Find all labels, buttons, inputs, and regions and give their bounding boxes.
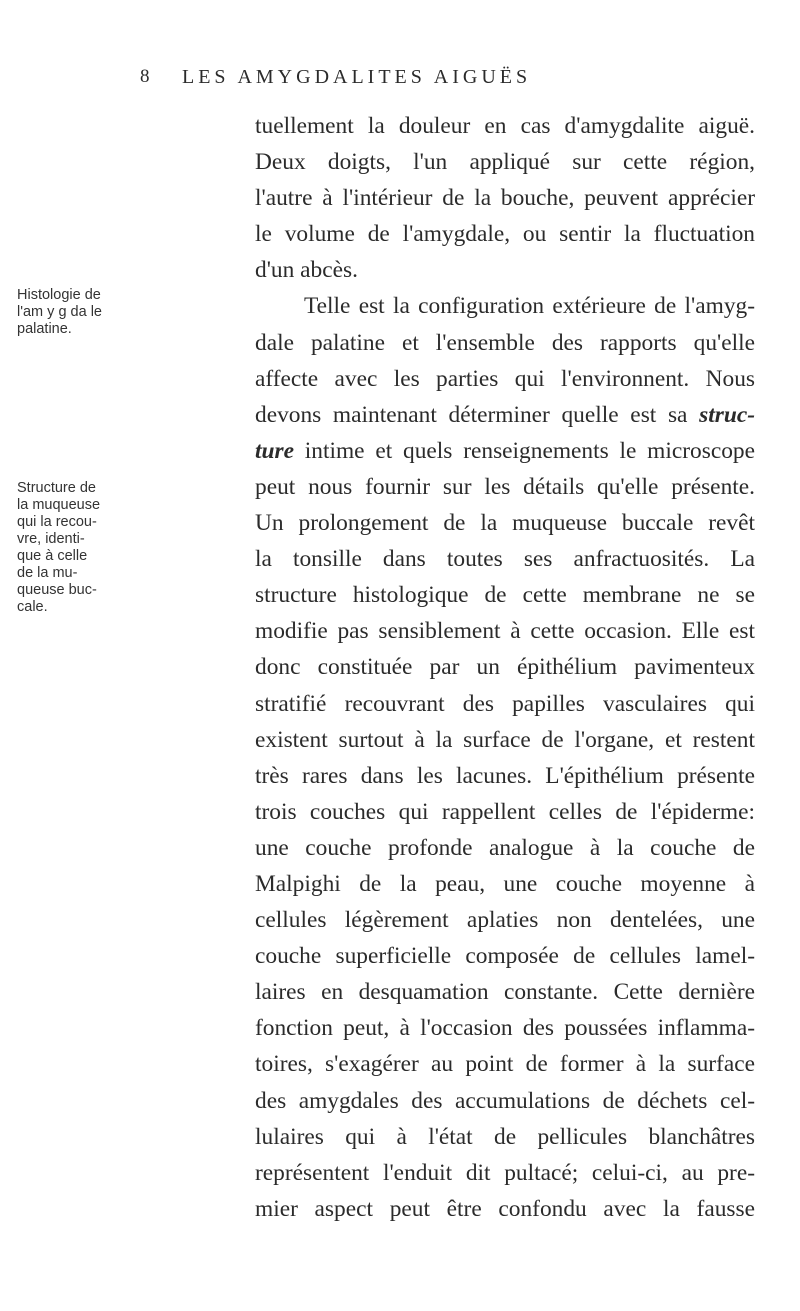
body-line: modifie pas sensiblement à cette occasion. Elle est [255, 618, 755, 645]
body-line: la tonsille dans toutes ses anfractuosités. La [255, 546, 755, 573]
emphasis-structure: ture [255, 437, 294, 464]
margin-note-line: de la mu- [17, 565, 78, 581]
body-line: tuellement la douleur en cas d'amygdalite aiguë. [255, 113, 755, 139]
margin-note-line: que à celle [17, 548, 88, 564]
margin-note-histologie [17, 287, 129, 338]
body-line [255, 433, 755, 469]
margin-note-line: qui la recou- [17, 514, 97, 530]
margin-note-line: queuse buc- [17, 582, 97, 598]
body-line: des amygdales des accumulations de déchets cel- [255, 1087, 755, 1114]
body-line-part: devons maintenant déterminer quelle est sa [255, 401, 700, 428]
body-line: existent surtout à la surface de l'organe, et restent [255, 726, 755, 753]
body-line: très rares dans les lacunes. L'épithélium présente [255, 762, 755, 789]
body-line: donc constituée par un épithélium pavimenteux [255, 654, 755, 681]
body-line: affecte avec les parties qui l'environnent. Nous [255, 365, 755, 392]
margin-note-line: l'am y g da le [17, 304, 102, 320]
margin-note-line: cale. [17, 599, 48, 615]
margin-note-line: vre, identi- [17, 531, 85, 547]
body-line: peut nous fournir sur les détails qu'elle présente. [255, 473, 755, 500]
body-line: une couche profonde analogue à la couche de [255, 834, 755, 861]
body-line [255, 397, 755, 433]
emphasis-structure: struc- [699, 401, 755, 428]
body-line: le volume de l'amygdale, ou sentir la fluctuation [255, 221, 755, 248]
margin-note-line: Histologie de [17, 287, 101, 303]
margin-note-structure [17, 480, 129, 616]
body-line: fonction peut, à l'occasion des poussées inflamma- [255, 1015, 755, 1042]
page-number: 8 [140, 66, 151, 87]
body-line: représentent l'enduit dit pultacé; celui-ci, au pre- [255, 1159, 755, 1186]
body-line: Un prolongement de la muqueuse buccale revêt [255, 510, 755, 537]
running-head [140, 66, 750, 96]
margin-note-line: la muqueuse [17, 497, 101, 513]
margin-note-line: Structure de [17, 480, 96, 496]
body-line: trois couches qui rappellent celles de l'épiderme: [255, 798, 755, 825]
body-line: cellules légèrement aplaties non dentelées, une [255, 907, 755, 934]
body-line: Deux doigts, l'un appliqué sur cette région, [255, 149, 755, 176]
body-line: d'un abcès. [255, 257, 358, 284]
body-line: l'autre à l'intérieur de la bouche, peuvent apprécier [255, 185, 755, 212]
body-line: Telle est la configuration extérieure de l'amyg- [304, 293, 755, 320]
body-line: toires, s'exagérer au point de former à la surface [255, 1051, 755, 1078]
body-line: laires en desquamation constante. Cette dernière [255, 979, 755, 1006]
body-line: Malpighi de la peau, une couche moyenne à [255, 870, 755, 897]
body-line-part: intime et quels renseignements le microscope [294, 437, 755, 464]
running-title: LES AMYGDALITES AIGUËS [182, 66, 532, 88]
body-line: stratifié recouvrant des papilles vasculaires qui [255, 690, 755, 717]
body-line: mier aspect peut être confondu avec la fausse [255, 1195, 755, 1222]
body-line: structure histologique de cette membrane ne se [255, 582, 755, 609]
body-line: dale palatine et l'ensemble des rapports qu'elle [255, 329, 755, 356]
body-line: lulaires qui à l'état de pellicules blanchâtres [255, 1123, 755, 1150]
margin-note-line: palatine. [17, 321, 72, 337]
body-line: couche superficielle composée de cellules lamel- [255, 943, 755, 970]
body-text [255, 108, 755, 1227]
